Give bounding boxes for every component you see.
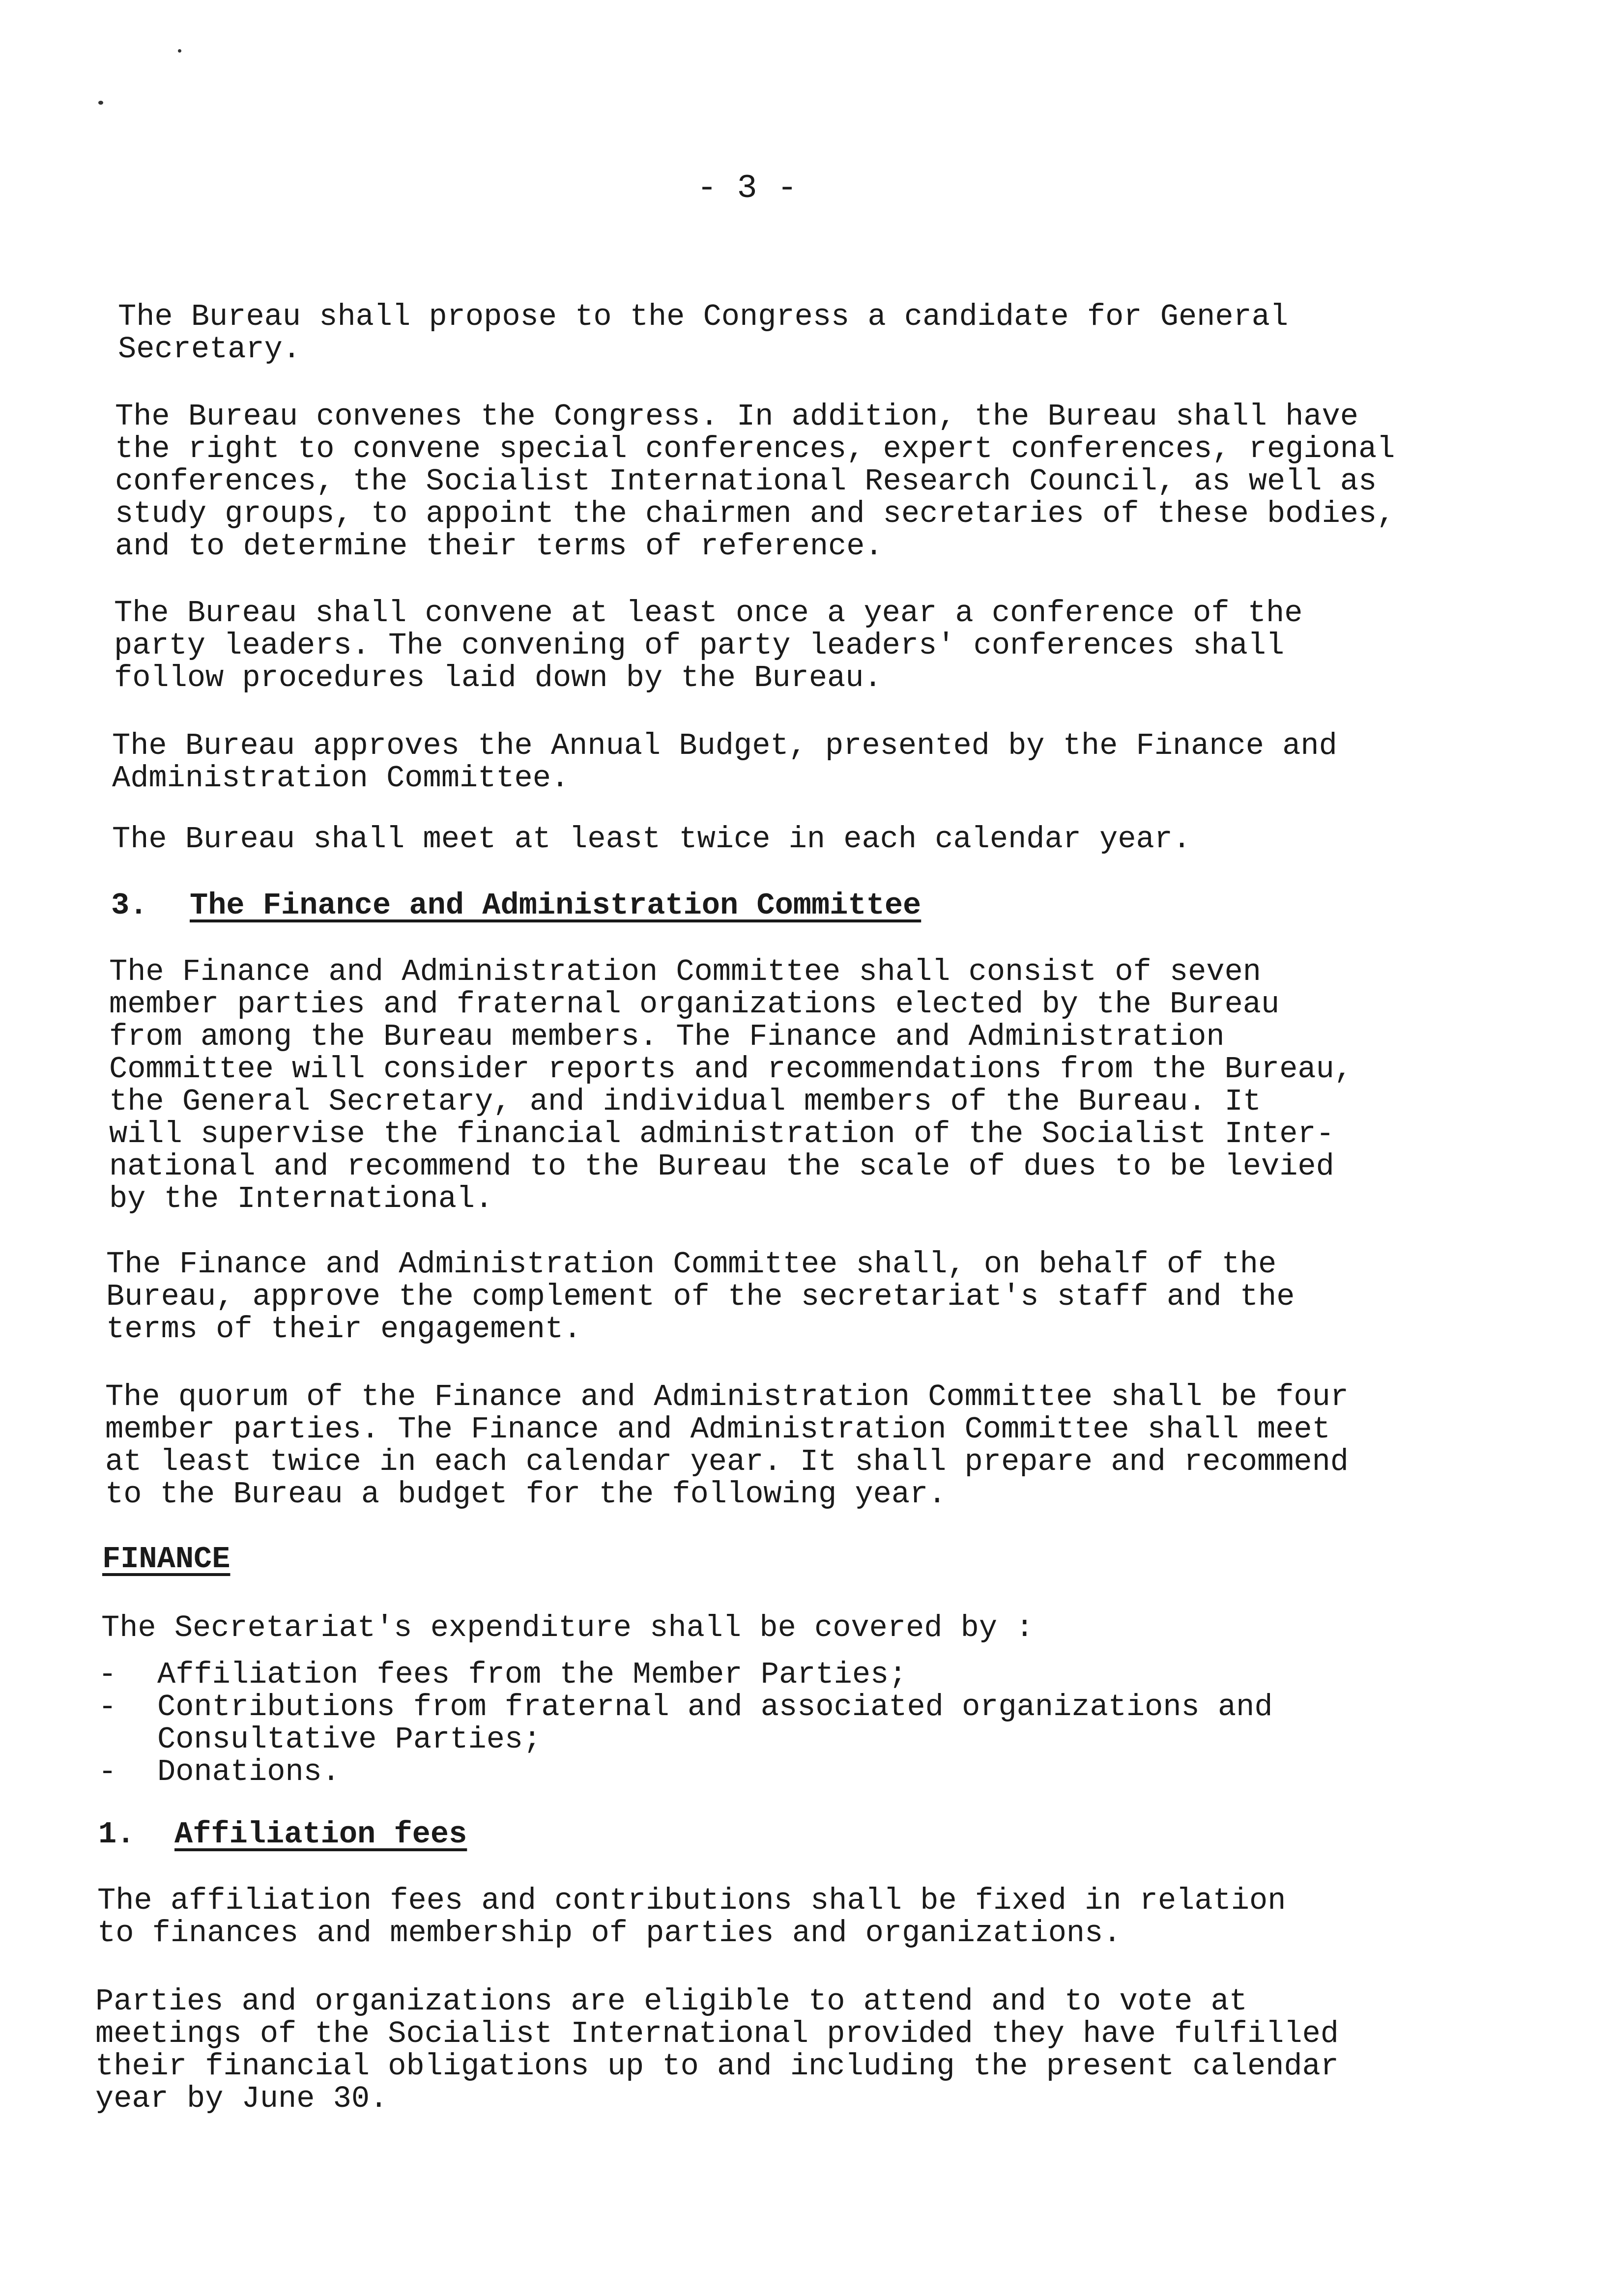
affiliation-number: 1. — [98, 1817, 135, 1852]
finance-intro: The Secretariat's expenditure shall be covered by : — [101, 1610, 1034, 1645]
list-item — [98, 1691, 1273, 1756]
bureau-paragraph-5: The Bureau shall meet at least twice in each calendar year. — [112, 822, 1191, 857]
bureau-paragraph-2: The Bureau convenes the Congress. In addition, the Bureau shall have the right to convene special conferences, expert conferences, regional conferences, the Socialist International Research Council, as well as study groups, to appoint the chairmen and secretaries of these bodies, and to determine their terms of reference. — [115, 399, 1395, 564]
list-item — [98, 1756, 1273, 1788]
committee-paragraph-1: The Finance and Administration Committee shall consist of seven member parties and fraternal organizations elected by the Bureau from among the Bureau members. The Finance and Administration Committee will consider reports and recommendations from the Bureau, the General Secretary, and individual members of the Bureau. It will supervise the financial administration of the Socialist Inter- national and recommend to the Bureau the scale of dues to be levied by the International. — [109, 954, 1353, 1216]
section-3-heading — [111, 890, 921, 922]
affiliation-paragraph-2: Parties and organizations are eligible to attend and to vote at meetings of the Socialist International provided they have fulfilled their financial obligations up to and including the present calendar year by June 30. — [95, 1984, 1339, 2116]
dash-bullet: - — [98, 1754, 117, 1789]
section-3-number: 3. — [111, 888, 148, 923]
scan-speck — [178, 49, 181, 53]
expenditure-list — [98, 1659, 1273, 1788]
affiliation-title: Affiliation fees — [174, 1817, 467, 1852]
page-number: - 3 - — [696, 170, 798, 207]
dash-bullet: - — [98, 1657, 117, 1692]
list-item-text: Affiliation fees from the Member Parties; — [157, 1657, 907, 1692]
section-3-title: The Finance and Administration Committee — [190, 888, 921, 923]
bureau-paragraph-1: The Bureau shall propose to the Congress a candidate for General Secretary. — [118, 299, 1289, 367]
list-item-text: Contributions from fraternal and associated organizations and Consultative Parties; — [157, 1690, 1273, 1757]
list-item — [98, 1659, 1273, 1691]
committee-paragraph-3: The quorum of the Finance and Administration Committee shall be four member parties. The Finance and Administration Committee shall meet at least twice in each calendar year. It shall prepare and recommend to the Bureau a budget for the following year. — [105, 1379, 1349, 1512]
dash-bullet: - — [98, 1690, 117, 1724]
finance-heading: FINANCE — [102, 1542, 230, 1577]
affiliation-heading — [98, 1818, 467, 1851]
list-item-text: Donations. — [157, 1754, 341, 1789]
affiliation-paragraph-1: The affiliation fees and contributions shall be fixed in relation to finances and membership of parties and organizations. — [97, 1883, 1286, 1951]
committee-paragraph-2: The Finance and Administration Committee shall, on behalf of the Bureau, approve the complement of the secretariat's staff and the terms of their engagement. — [106, 1247, 1295, 1347]
bureau-paragraph-4: The Bureau approves the Annual Budget, presented by the Finance and Administration Committee. — [112, 728, 1337, 796]
scan-speck — [98, 101, 103, 105]
bureau-paragraph-3: The Bureau shall convene at least once a year a conference of the party leaders. The convening of party leaders' conferences shall follow procedures laid down by the Bureau. — [114, 596, 1303, 695]
